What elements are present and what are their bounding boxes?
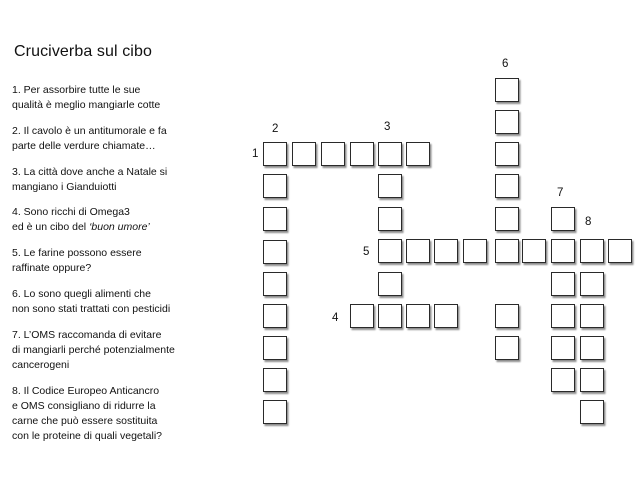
crossword-cell[interactable] [321, 142, 345, 166]
clue-4-line-2-text: ed è un cibo del [12, 221, 90, 233]
crossword-cell[interactable] [350, 304, 374, 328]
crossword-cell[interactable] [378, 304, 402, 328]
crossword-cell[interactable] [406, 142, 430, 166]
clue-7-line-1: 7. L’OMS raccomanda di evitare [12, 329, 162, 341]
clue-5-line-2: raffinate oppure? [12, 262, 92, 274]
crossword-cell[interactable] [378, 272, 402, 296]
crossword-cell[interactable] [551, 239, 575, 263]
crossword-cell[interactable] [463, 239, 487, 263]
grid-number-5: 5 [363, 246, 370, 258]
crossword-cell[interactable] [495, 78, 519, 102]
crossword-cell[interactable] [378, 174, 402, 198]
crossword-cell[interactable] [406, 304, 430, 328]
crossword-cell[interactable] [263, 240, 287, 264]
crossword-cell[interactable] [263, 304, 287, 328]
clue-6-line-1: 6. Lo sono quegli alimenti che [12, 288, 151, 300]
grid-number-6: 6 [502, 58, 509, 70]
crossword-cell[interactable] [263, 368, 287, 392]
crossword-cell[interactable] [378, 239, 402, 263]
crossword-cell[interactable] [580, 336, 604, 360]
clue-2-line-2: parte delle verdure chiamate… [12, 140, 156, 152]
crossword-cell[interactable] [263, 272, 287, 296]
grid-number-4: 4 [332, 312, 339, 324]
crossword-cell[interactable] [350, 142, 374, 166]
clue-8-line-2: e OMS consigliano di ridurre la [12, 400, 156, 412]
clue-3-line-1: 3. La città dove anche a Natale si [12, 166, 168, 178]
crossword-cell[interactable] [292, 142, 316, 166]
clue-1-line-1: 1. Per assorbire tutte le sue [12, 84, 141, 96]
clue-4-italic: ‘buon umore’ [89, 221, 150, 233]
crossword-cell[interactable] [263, 207, 287, 231]
crossword-cell[interactable] [551, 304, 575, 328]
page-title: Cruciverba sul cibo [14, 43, 152, 60]
crossword-cell[interactable] [608, 239, 632, 263]
crossword-cell[interactable] [551, 368, 575, 392]
crossword-cell[interactable] [263, 142, 287, 166]
crossword-cell[interactable] [580, 400, 604, 424]
crossword-cell[interactable] [551, 336, 575, 360]
crossword-cell[interactable] [263, 174, 287, 198]
clue-8-line-4: con le proteine di quali vegetali? [12, 430, 163, 442]
crossword-cell[interactable] [263, 336, 287, 360]
crossword-cell[interactable] [495, 239, 519, 263]
clue-6-line-2: non sono stati trattati con pesticidi [12, 303, 171, 315]
crossword-cell[interactable] [580, 304, 604, 328]
crossword-cell[interactable] [495, 336, 519, 360]
clue-4-line-1: 4. Sono ricchi di Omega3 [12, 206, 130, 218]
clue-7-line-3: cancerogeni [12, 359, 70, 371]
clue-7-line-2: di mangiarli perché potenzialmente [12, 344, 175, 356]
crossword-cell[interactable] [406, 239, 430, 263]
crossword-cell[interactable] [378, 207, 402, 231]
crossword-cell[interactable] [263, 400, 287, 424]
grid-number-1: 1 [252, 148, 259, 160]
clue-2-line-1: 2. Il cavolo è un antitumorale e fa [12, 125, 167, 137]
crossword-cell[interactable] [434, 304, 458, 328]
clue-8-line-3: carne che può essere sostituita [12, 415, 158, 427]
crossword-cell[interactable] [495, 207, 519, 231]
crossword-cell[interactable] [551, 272, 575, 296]
crossword-cell[interactable] [551, 207, 575, 231]
clue-5-line-1: 5. Le farine possono essere [12, 247, 142, 259]
clue-1-line-2: qualità è meglio mangiarle cotte [12, 99, 161, 111]
grid-number-7: 7 [557, 187, 564, 199]
clue-3-line-2: mangiano i Gianduiotti [12, 181, 117, 193]
clue-8-line-1: 8. Il Codice Europeo Anticancro [12, 385, 160, 397]
crossword-cell[interactable] [495, 304, 519, 328]
crossword-cell[interactable] [495, 142, 519, 166]
crossword-cell[interactable] [434, 239, 458, 263]
crossword-cell[interactable] [580, 368, 604, 392]
crossword-cell[interactable] [522, 239, 546, 263]
crossword-cell[interactable] [580, 239, 604, 263]
crossword-cell[interactable] [495, 174, 519, 198]
grid-number-2: 2 [272, 123, 279, 135]
crossword-cell[interactable] [580, 272, 604, 296]
crossword-cell[interactable] [378, 142, 402, 166]
grid-number-3: 3 [384, 121, 391, 133]
grid-number-8: 8 [585, 216, 592, 228]
crossword-cell[interactable] [495, 110, 519, 134]
